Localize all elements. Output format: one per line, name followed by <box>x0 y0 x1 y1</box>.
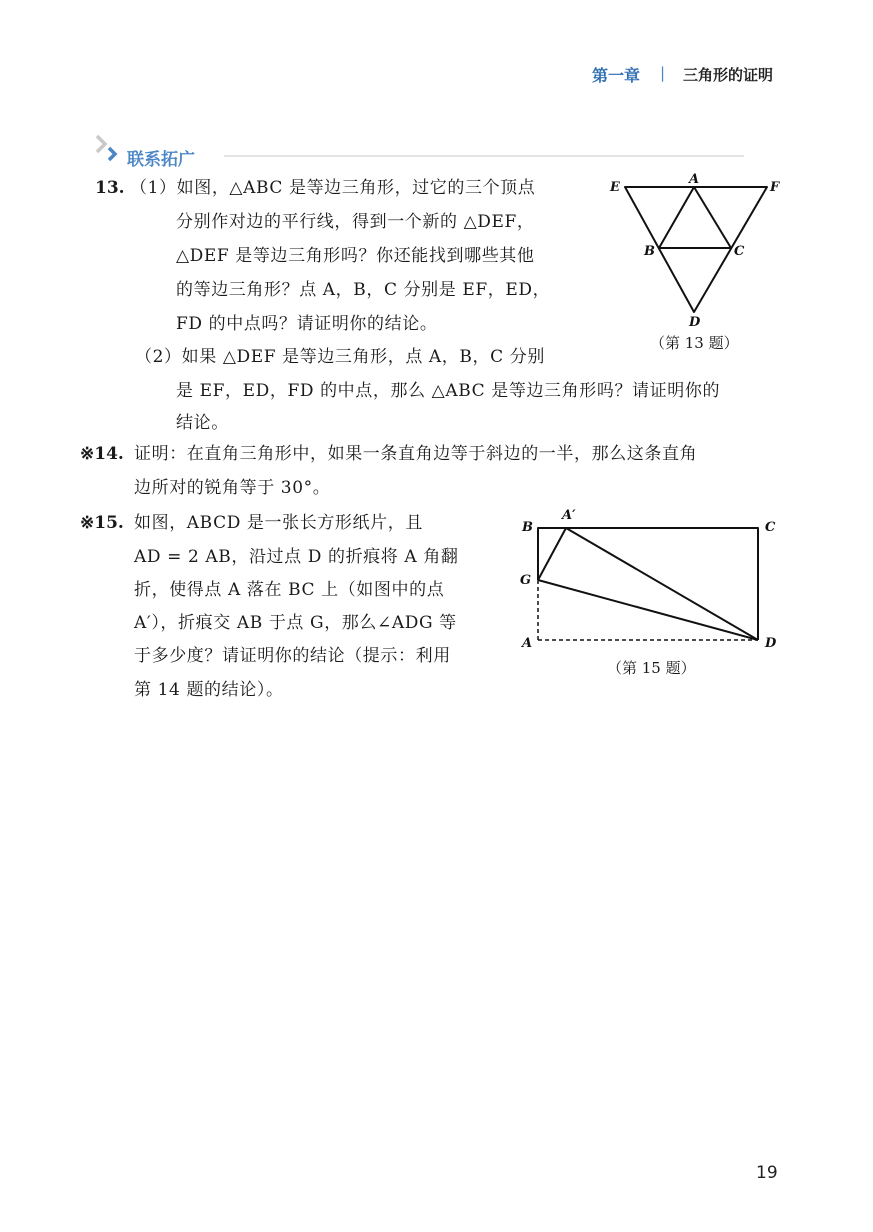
label-d: D <box>689 315 701 330</box>
problem-text-line: 结论。 <box>176 413 229 433</box>
section-divider <box>224 155 744 157</box>
figure-15-folded-rectangle <box>510 500 785 660</box>
triangle-abc <box>659 187 731 248</box>
label-b: B <box>522 520 533 535</box>
problem-text-line: △DEF 是等边三角形吗？你还能找到哪些其他 <box>176 246 535 266</box>
fold-ad <box>566 528 758 640</box>
fold-ga <box>538 528 566 580</box>
problem-text-line: 第 14 题的结论）。 <box>134 680 284 700</box>
problem-number: ※15. <box>80 513 124 533</box>
problem-text-line: 的等边三角形？点 A，B，C 分别是 EF，ED， <box>176 280 551 300</box>
rectangle-edges <box>538 528 758 640</box>
label-e: E <box>610 180 620 195</box>
chevron-right-icon <box>94 132 120 162</box>
problem-text-line: 分别作对边的平行线，得到一个新的 △DEF， <box>176 212 535 232</box>
problem-text-line: 是 EF，ED，FD 的中点，那么 △ABC 是等边三角形吗？请证明你的 <box>176 381 721 401</box>
figure-13-caption: （第 13 题） <box>650 334 739 352</box>
label-a: A <box>522 636 533 651</box>
figure-13-triangles <box>605 170 785 330</box>
label-c: C <box>734 244 745 259</box>
label-a-prime: A′ <box>562 508 576 523</box>
header-separator: | <box>660 64 666 82</box>
chapter-label: 第一章 <box>592 66 641 85</box>
label-c: C <box>765 520 776 535</box>
problem-text-line: （1）如图，△ABC 是等边三角形，过它的三个顶点 <box>130 178 536 198</box>
problem-text-line: 边所对的锐角等于 30°。 <box>134 478 331 498</box>
problem-text-line: A′），折痕交 AB 于点 G，那么∠ADG 等 <box>134 613 457 633</box>
label-g: G <box>520 573 532 588</box>
problem-text-line: 如图，ABCD 是一张长方形纸片，且 <box>134 513 423 533</box>
figure-15-caption: （第 15 题） <box>607 659 696 677</box>
problem-number: ※14. <box>80 444 124 464</box>
problem-text-line: FD 的中点吗？请证明你的结论。 <box>176 314 438 334</box>
label-d: D <box>765 636 777 651</box>
label-b: B <box>644 244 655 259</box>
label-f: F <box>770 180 780 195</box>
section-title: 联系拓广 <box>127 150 195 170</box>
problem-text-line: 折，使得点 A 落在 BC 上（如图中的点 <box>134 580 445 600</box>
problem-text-line: 于多少度？请证明你的结论（提示：利用 <box>134 646 451 666</box>
problem-text-line: （2）如果 △DEF 是等边三角形，点 A，B，C 分别 <box>135 347 545 367</box>
problem-number: 13. <box>95 178 125 198</box>
chapter-title: 三角形的证明 <box>683 66 774 84</box>
crease-gd <box>538 580 758 640</box>
label-a: A <box>689 172 700 187</box>
problem-text-line: AD = 2 AB，沿过点 D 的折痕将 A 角翻 <box>134 547 459 567</box>
problem-text-line: 证明：在直角三角形中，如果一条直角边等于斜边的一半，那么这条直角 <box>134 444 698 464</box>
page-number: 19 <box>756 1163 778 1183</box>
